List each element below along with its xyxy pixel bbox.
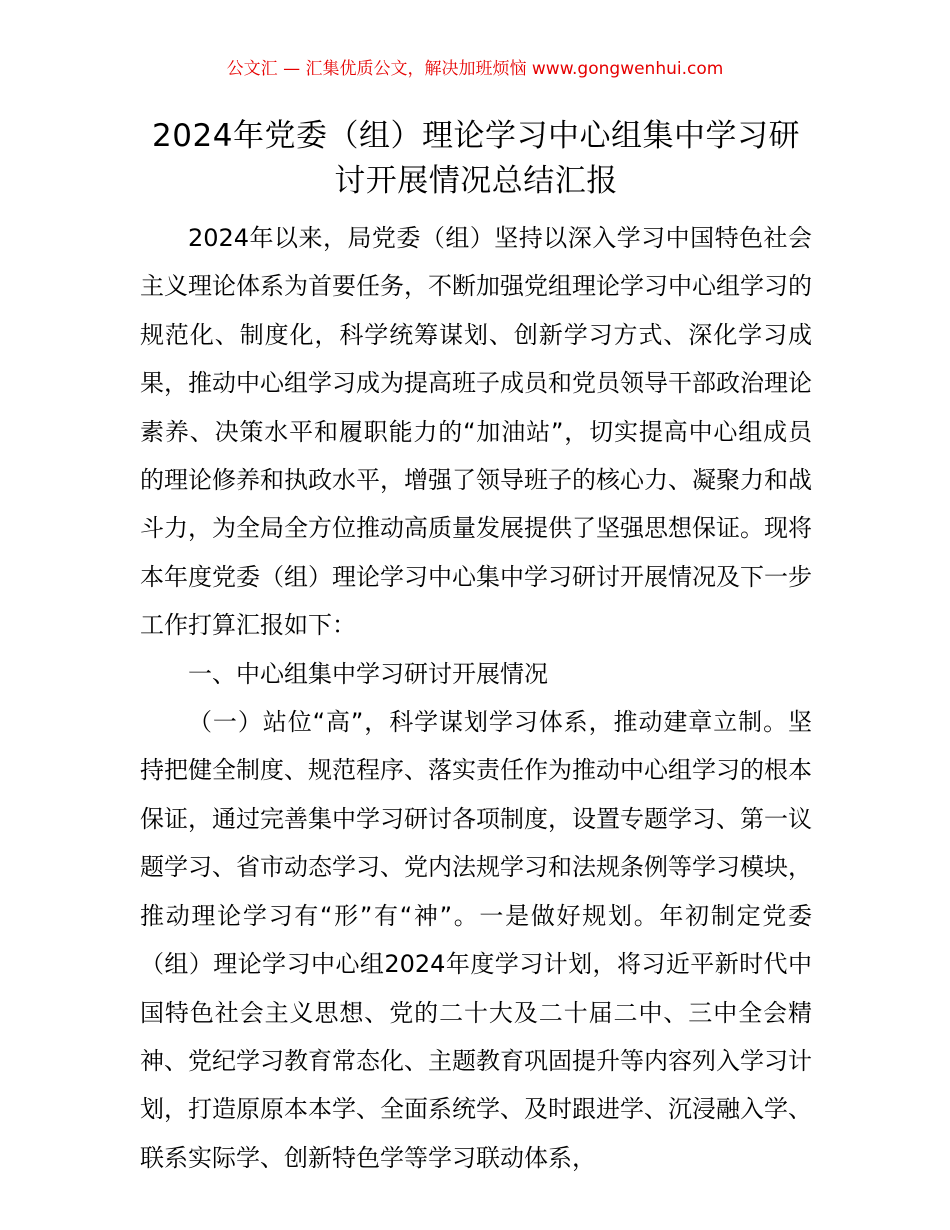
section-heading: 一、中心组集中学习研讨开展情况 [188, 659, 548, 688]
document-body [140, 214, 812, 1182]
document-title: 2024年党委（组）理论学习中心组集中学习研讨开展情况总结汇报 [152, 118, 800, 199]
paragraph-subsection-1: （一）站位“高”，科学谋划学习体系，推动建章立制。坚持把健全制度、规范程序、落实责任作为推动中心组学习的根本保证，通过完善集中学习研讨各项制度，设置专题学习、第一议题学习、省市动态学习、党内法规学习和法规条例等学习模块，推动理论学习有“形”有“神”。一是做好规划。年初制定党委（组）理论学习中心组2024年度学习计划，将习近平新时代中国特色社会主义思想、党的二十大及二十届二中、三中全会精神、党纪学习教育常态化、主题教育巩固提升等内容列入学习计划，打造原原本本学、全面系统学、及时跟进学、沉浸融入学、联系实际学、创新特色学等学习联动体系， [140, 708, 812, 1172]
paragraph-intro: 2024年以来，局党委（组）坚持以深入学习中国特色社会主义理论体系为首要任务，不断加强党组理论学习中心组学习的规范化、制度化，科学统筹谋划、创新学习方式、深化学习成果，推动中心组学习成为提高班子成员和党员领导干部政治理论素养、决策水平和履职能力的“加油站”，切实提高中心组成员的理论修养和执政水平，增强了领导班子的核心力、凝聚力和战斗力，为全局全方位推动高质量发展提供了坚强思想保证。现将本年度党委（组）理论学习中心集中学习研讨开展情况及下一步工作打算汇报如下： [140, 224, 812, 640]
header-banner: 公文汇 — 汇集优质公文，解决加班烦恼 www.gongwenhui.com [226, 59, 724, 79]
